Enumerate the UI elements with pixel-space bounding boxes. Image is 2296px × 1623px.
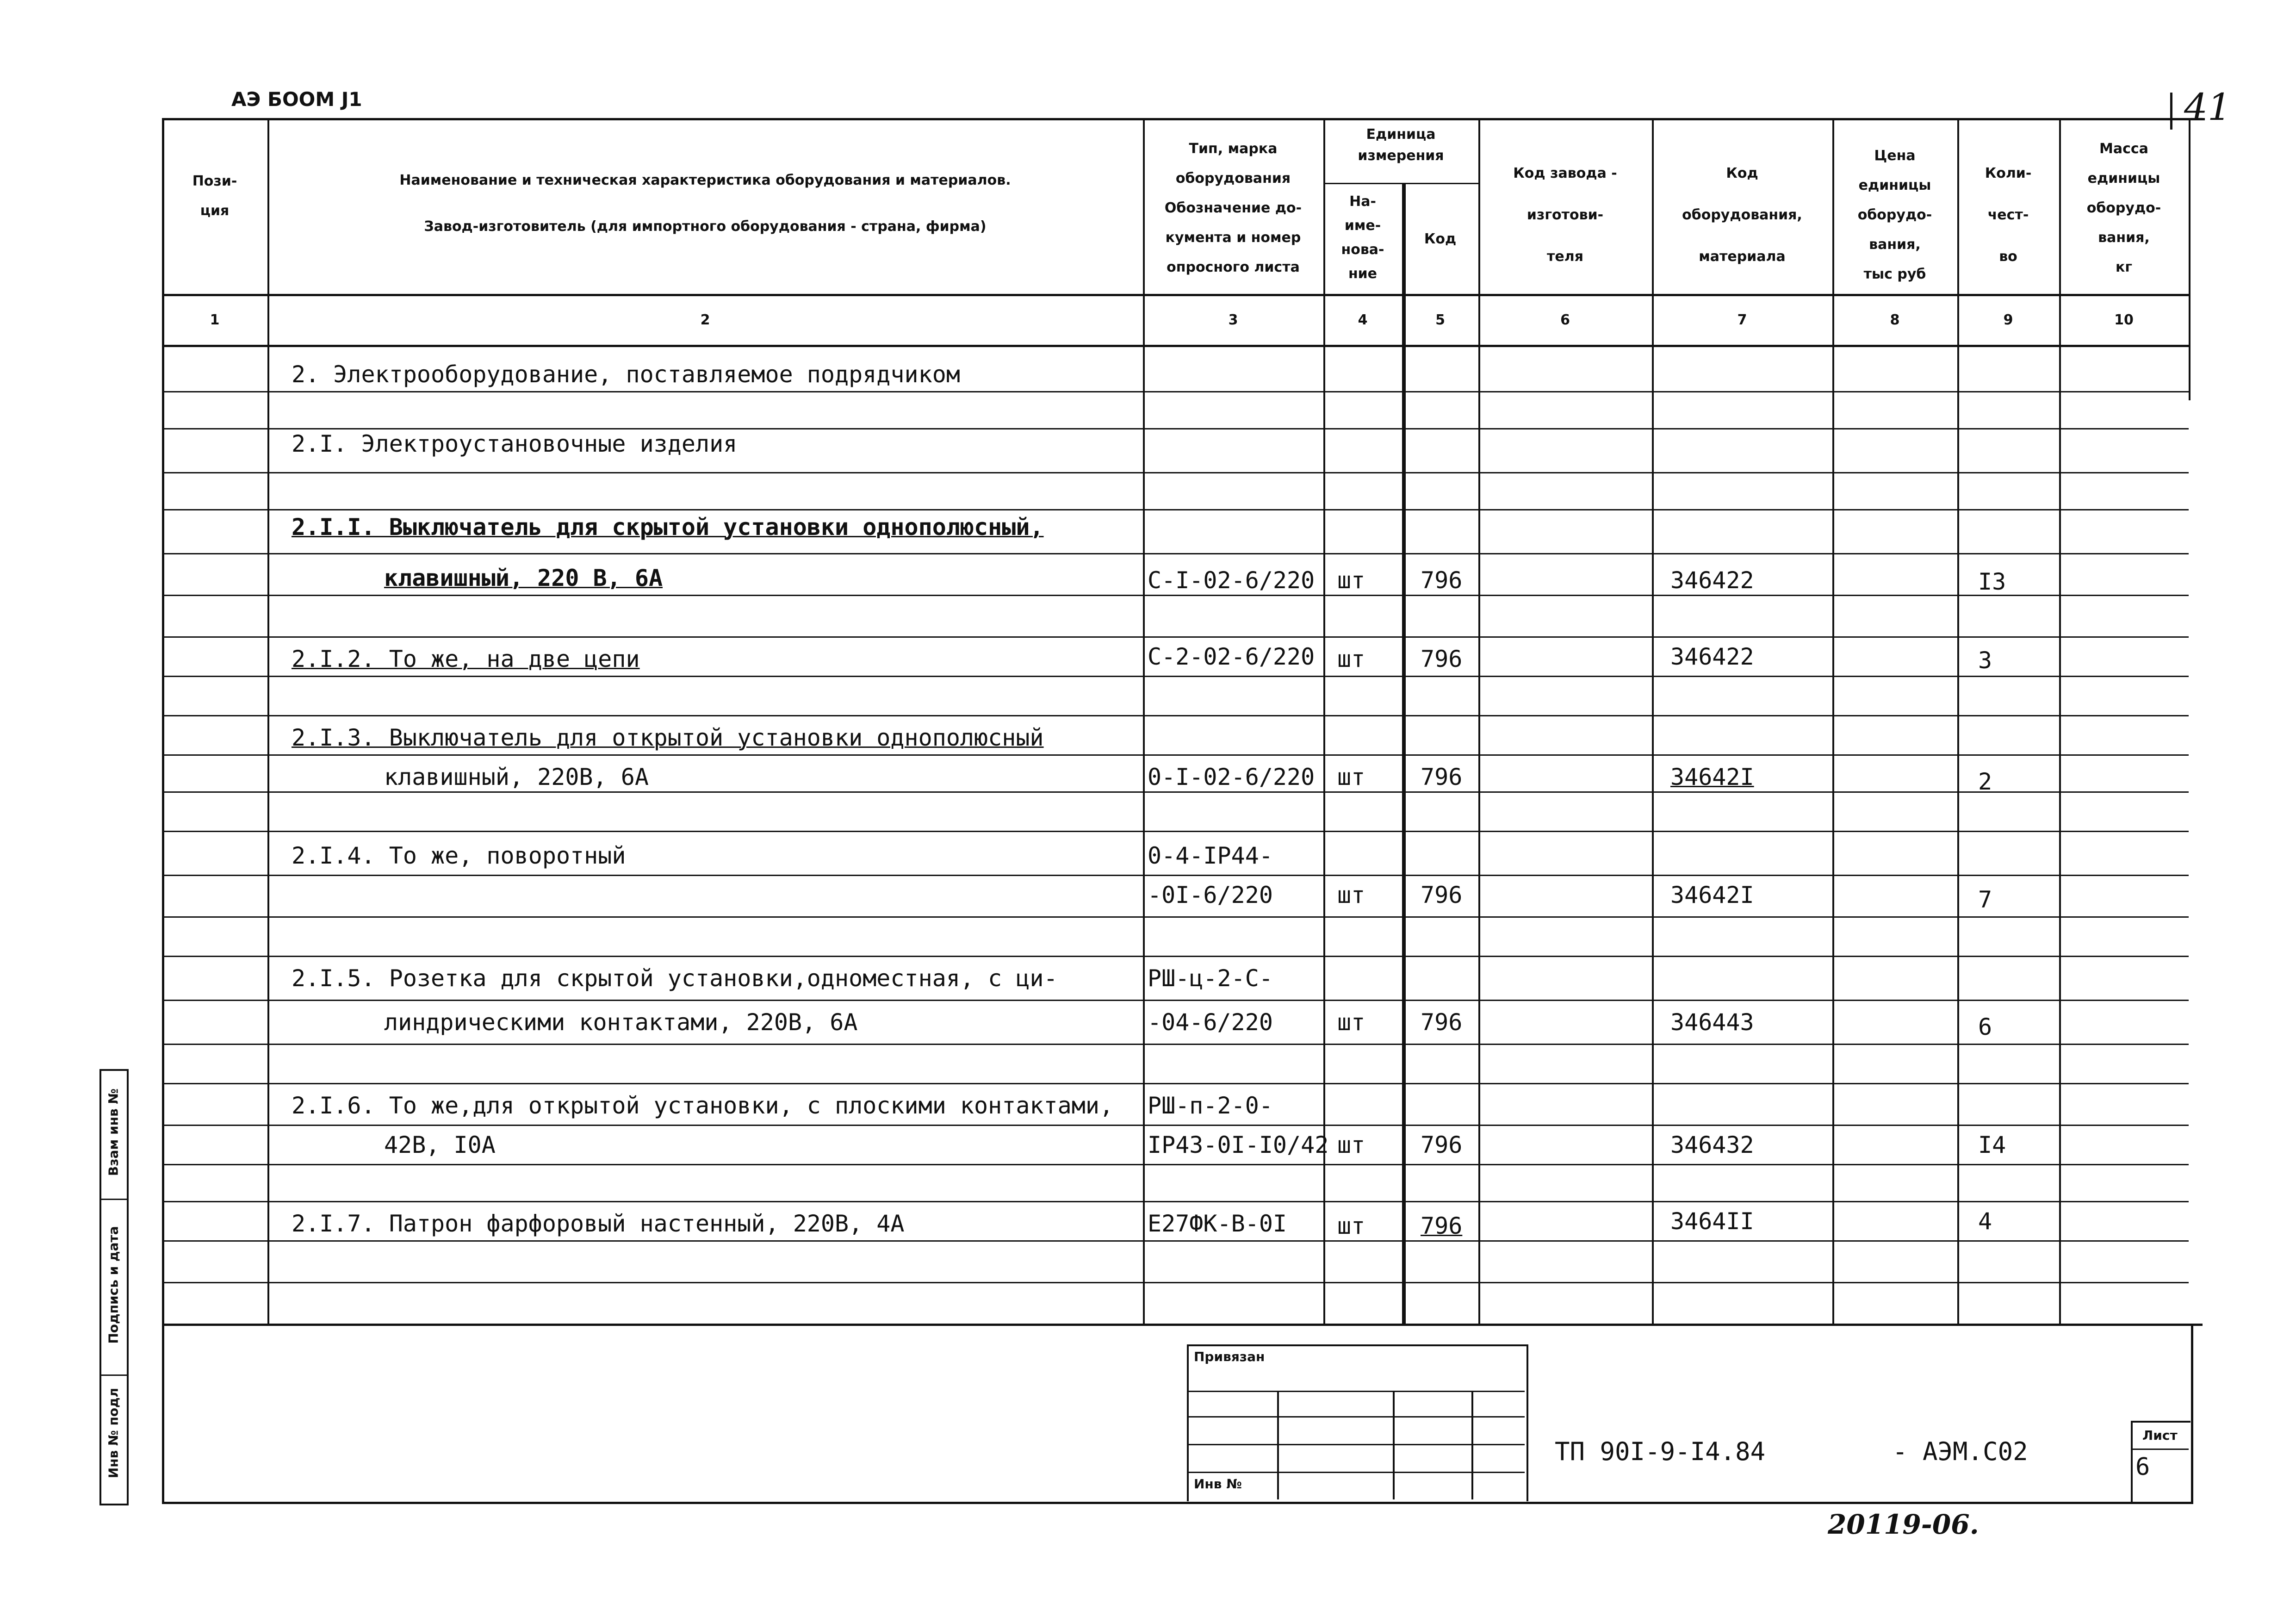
- hdr-type: кумента и номер: [1165, 230, 1301, 246]
- hdr-type: Обозначение до-: [1164, 200, 1302, 216]
- row-name: клавишный, 220 В, 6А: [384, 565, 663, 591]
- row-quantity: 2: [1978, 768, 1992, 795]
- col-number: 1: [210, 312, 220, 328]
- row-name: 2.I.4. То же, поворотный: [292, 842, 626, 869]
- col-line: [267, 118, 269, 1326]
- side-stamp-signature: Подпись и дата: [105, 1226, 121, 1344]
- hdr-mass: оборудо-: [2086, 200, 2161, 216]
- row-name: 2.I.2. То же, на две цепи: [292, 646, 640, 672]
- numbers-bottom-line: [162, 345, 2189, 347]
- row-unit-code: 796: [1421, 1213, 1463, 1239]
- row-name: клавишный, 220В, 6А: [384, 764, 649, 790]
- hdr-unit-name: нова-: [1341, 242, 1384, 258]
- row-type: Е27ФК-В-0I: [1148, 1210, 1287, 1237]
- row-unit-code: 796: [1421, 1132, 1463, 1158]
- sheet-label: Лист: [2142, 1428, 2178, 1443]
- hdr-quantity: во: [1999, 249, 2017, 265]
- row-line: [162, 472, 2189, 473]
- row-type: С-2-02-6/220: [1148, 643, 1315, 670]
- hdr-price: оборудо-: [1857, 207, 1932, 223]
- row-line: [162, 676, 2189, 677]
- handwritten-page-number: 41: [2184, 86, 2231, 129]
- hdr-price: Цена: [1874, 148, 1916, 164]
- row-quantity: 3: [1978, 647, 1992, 674]
- row-name: 2.I.I. Выключатель для скрытой установки однополюсный,: [292, 514, 1044, 541]
- row-type: С-I-02-6/220: [1148, 567, 1315, 594]
- col-number: 6: [1560, 312, 1570, 328]
- hdr-quantity: Коли-: [1985, 165, 2032, 181]
- row-unit-code: 796: [1421, 882, 1463, 908]
- row-line: [162, 831, 2189, 832]
- hdr-factory-code: теля: [1547, 249, 1583, 265]
- row-line: [162, 916, 2189, 918]
- row-line: [162, 509, 2189, 510]
- row-name: 42В, I0А: [384, 1132, 496, 1158]
- row-unit: шт: [1337, 567, 1365, 594]
- hdr-factory-code: Код завода -: [1513, 165, 1617, 181]
- col-line: [2189, 118, 2191, 400]
- bound-col: [1393, 1391, 1395, 1499]
- hdr-type: опросного листа: [1167, 259, 1300, 275]
- bound-line: [1187, 1416, 1525, 1418]
- row-type: IP43-0I-I0/42: [1148, 1132, 1329, 1158]
- hdr-factory: Завод-изготовитель (для импортного оборудования - страна, фирма): [424, 218, 987, 235]
- col-line: [1143, 118, 1145, 1326]
- top-stamp: АЭ БООМ Ј1: [231, 88, 362, 111]
- row-name: 2.I.7. Патрон фарфоровый настенный, 220В, 4А: [292, 1210, 905, 1237]
- row-line: [162, 1125, 2189, 1126]
- row-equipment-code: 346443: [1670, 1009, 1754, 1036]
- row-equipment-code: 346422: [1670, 643, 1754, 670]
- bound-col: [1277, 1391, 1279, 1499]
- row-equipment-code: 34642I: [1670, 882, 1754, 908]
- side-stamp-inv: Инв № подл: [105, 1387, 121, 1479]
- col-number: 3: [1228, 312, 1238, 328]
- hdr-equipment-code: материала: [1699, 249, 1786, 265]
- row-name: 2.I.3. Выключатель для открытой установки однополюсный: [292, 724, 1044, 751]
- col-number: 5: [1435, 312, 1445, 328]
- side-stamp-replace: Взам инв №: [105, 1088, 121, 1176]
- row-quantity: I4: [1978, 1132, 2006, 1158]
- col-number: 9: [2003, 312, 2013, 328]
- hdr-quantity: чест-: [1987, 207, 2029, 223]
- row-unit: шт: [1337, 764, 1365, 790]
- hdr-unit-code: Код: [1424, 231, 1457, 247]
- col-line: [1957, 118, 1959, 1326]
- row-line: [162, 1201, 2189, 1202]
- hdr-type: Тип, марка: [1189, 141, 1278, 157]
- hdr-position: ция: [200, 203, 230, 219]
- hdr-unit-group: Единица: [1366, 126, 1436, 143]
- row-name: 2. Электрооборудование, поставляемое подрядчиком: [292, 361, 960, 388]
- handwritten-archive-number: 20119-06.: [1828, 1509, 1979, 1540]
- row-line: [162, 1164, 2189, 1165]
- row-line: [162, 595, 2189, 596]
- col-line: [2059, 118, 2061, 1326]
- row-line: [162, 875, 2189, 876]
- hdr-unit-name: На-: [1349, 193, 1376, 210]
- row-name: 2.I. Электроустановочные изделия: [292, 430, 738, 457]
- hdr-factory-code: изготови-: [1527, 207, 1604, 223]
- row-line: [162, 1083, 2189, 1084]
- col-number: 2: [700, 312, 710, 328]
- col-line: [1652, 118, 1654, 1326]
- hdr-unit-group: измерения: [1358, 148, 1444, 164]
- sheet-number: 6: [2135, 1453, 2150, 1481]
- hdr-name: Наименование и техническая характеристика оборудования и материалов.: [399, 172, 1011, 188]
- bound-col: [1471, 1391, 1473, 1499]
- row-name: 2.I.6. То же,для открытой установки, с плоскими контактами,: [292, 1092, 1114, 1119]
- row-line: [162, 956, 2189, 957]
- row-unit: шт: [1337, 1009, 1365, 1036]
- hdr-equipment-code: Код: [1726, 165, 1758, 181]
- row-type: РШ-ц-2-С-: [1148, 965, 1273, 992]
- row-line: [162, 715, 2189, 716]
- row-unit: шт: [1337, 1132, 1365, 1158]
- row-line: [162, 553, 2189, 554]
- bound-line: [1187, 1472, 1525, 1473]
- row-name: 2.I.5. Розетка для скрытой установки,одноместная, с ци-: [292, 965, 1058, 992]
- row-equipment-code: 3464II: [1670, 1208, 1754, 1235]
- row-quantity: 6: [1978, 1014, 1992, 1040]
- col-number: 8: [1890, 312, 1900, 328]
- inv-label: Инв №: [1194, 1476, 1242, 1492]
- sheet-line: [2131, 1449, 2189, 1450]
- row-type: 0-I-02-6/220: [1148, 764, 1315, 790]
- row-type: РШ-п-2-0-: [1148, 1092, 1273, 1119]
- row-quantity: 4: [1978, 1208, 1992, 1235]
- doc-code: ТП 90I-9-I4.84: [1555, 1437, 1766, 1466]
- hdr-price: единицы: [1858, 177, 1931, 193]
- row-name: линдрическими контактами, 220В, 6А: [384, 1009, 858, 1036]
- col-number: 7: [1737, 312, 1747, 328]
- row-unit-code: 796: [1421, 764, 1463, 790]
- hdr-type: оборудования: [1175, 170, 1291, 187]
- hdr-mass: кг: [2115, 259, 2133, 275]
- row-line: [162, 1044, 2189, 1045]
- hdr-price: вания,: [1869, 236, 1921, 253]
- bound-line: [1187, 1444, 1525, 1445]
- col-number: 4: [1358, 312, 1368, 328]
- row-line: [162, 1240, 2189, 1242]
- row-line: [162, 754, 2189, 756]
- hdr-position: Пози-: [192, 173, 237, 189]
- row-type: -04-6/220: [1148, 1009, 1273, 1036]
- row-equipment-code: 346432: [1670, 1132, 1754, 1158]
- row-type: -0I-6/220: [1148, 882, 1273, 908]
- row-line: [162, 791, 2189, 793]
- hdr-price: тыс руб: [1863, 266, 1926, 282]
- header-bottom-line: [162, 294, 2189, 296]
- row-unit-code: 796: [1421, 1009, 1463, 1036]
- page-frame-bottom: [162, 1324, 2193, 1504]
- row-unit: шт: [1337, 882, 1365, 908]
- hdr-mass: вания,: [2098, 230, 2150, 246]
- row-line: [162, 428, 2189, 429]
- bound-line: [1187, 1391, 1525, 1392]
- col-number: 10: [2114, 312, 2134, 328]
- col-line: [1478, 118, 1480, 1326]
- row-equipment-code: 34642I: [1670, 764, 1754, 790]
- doc-suffix: - АЭМ.С02: [1893, 1437, 2028, 1466]
- hdr-unit-name: име-: [1344, 218, 1381, 234]
- row-line: [162, 391, 2189, 392]
- hdr-unit-name: ние: [1348, 266, 1378, 282]
- row-type: 0-4-IP44-: [1148, 842, 1273, 869]
- unit-group-line: [1323, 183, 1478, 184]
- row-line: [162, 1000, 2189, 1001]
- row-line: [162, 1282, 2189, 1283]
- row-unit: шт: [1337, 1213, 1365, 1239]
- hdr-mass: Масса: [2099, 141, 2148, 157]
- row-quantity: 7: [1978, 886, 1992, 913]
- row-quantity: I3: [1978, 568, 2006, 595]
- row-line: [162, 636, 2189, 638]
- row-unit: шт: [1337, 646, 1365, 672]
- row-unit-code: 796: [1421, 567, 1463, 594]
- hdr-equipment-code: оборудования,: [1682, 207, 1802, 223]
- hdr-mass: единицы: [2087, 170, 2160, 187]
- row-equipment-code: 346422: [1670, 567, 1754, 594]
- bound-label: Привязан: [1194, 1349, 1265, 1364]
- col-line: [1832, 118, 1834, 1326]
- row-unit-code: 796: [1421, 646, 1463, 672]
